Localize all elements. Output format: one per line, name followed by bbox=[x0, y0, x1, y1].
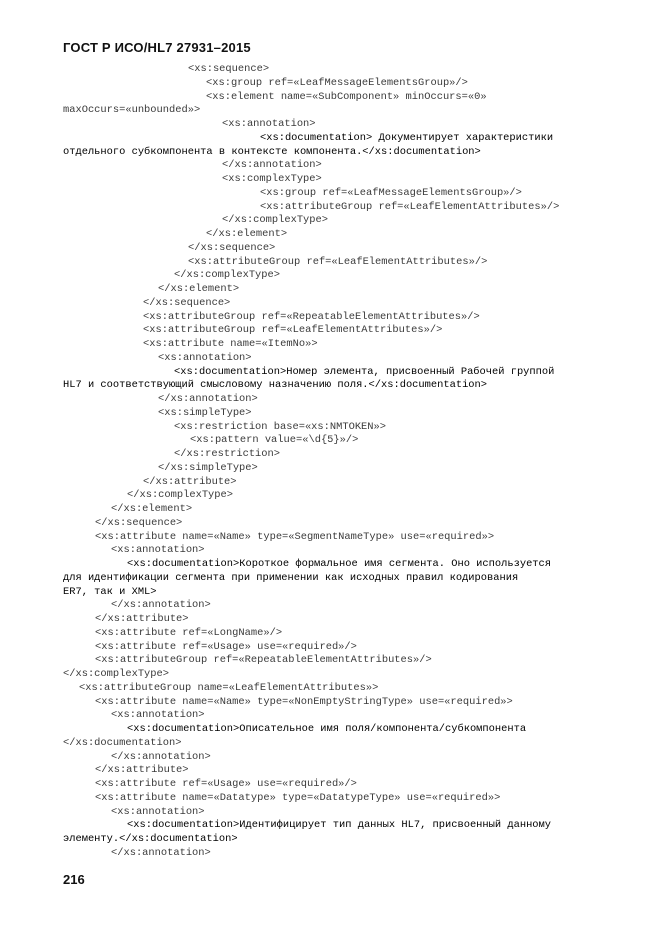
code-line bbox=[0, 366, 661, 380]
code-line bbox=[0, 599, 661, 613]
code-line-text: </xs:sequence> bbox=[95, 516, 183, 529]
code-line-text: <xs:attributeGroup ref=«LeafElementAttributes»/> bbox=[143, 324, 443, 337]
code-line-text: <xs:attributeGroup ref=«RepeatableElementAttributes»/> bbox=[95, 654, 432, 667]
code-line bbox=[0, 104, 661, 118]
code-line-text: <xs:attribute name=«Datatype» type=«DatatypeType» use=«required»> bbox=[95, 791, 501, 804]
code-line bbox=[0, 572, 661, 586]
code-line-text: </xs:simpleType> bbox=[158, 461, 258, 474]
code-line-text: HL7 и соответствующий смысловому назначению поля.</xs:documentation> bbox=[63, 379, 488, 392]
code-line-text: <xs:element name=«SubComponent» minOccurs=«0» bbox=[206, 90, 487, 103]
code-line bbox=[0, 214, 661, 228]
code-line bbox=[0, 489, 661, 503]
code-line bbox=[0, 764, 661, 778]
code-line bbox=[0, 159, 661, 173]
code-line bbox=[0, 517, 661, 531]
code-line-text: </xs:restriction> bbox=[174, 448, 281, 460]
code-line-text: <xs:annotation> bbox=[222, 118, 316, 130]
code-line bbox=[0, 242, 661, 256]
code-line-text: </xs:attribute> bbox=[143, 475, 237, 488]
code-line-text: <xs:documentation>Короткое формальное имя сегмента. Оно используется bbox=[127, 558, 552, 570]
code-line bbox=[0, 311, 661, 325]
code-line-text: </xs:complexType> bbox=[174, 269, 281, 282]
code-line-text: элементу.</xs:documentation> bbox=[63, 833, 238, 845]
code-line-text: <xs:annotation> bbox=[111, 709, 205, 722]
code-line bbox=[0, 751, 661, 765]
code-line-text: <xs:annotation> bbox=[158, 351, 252, 364]
code-line-text: <xs:attributeGroup ref=«LeafElementAttributes»/> bbox=[260, 200, 560, 213]
code-line bbox=[0, 393, 661, 407]
code-line bbox=[0, 256, 661, 270]
code-line-text: </xs:complexType> bbox=[63, 668, 170, 680]
code-line bbox=[0, 723, 661, 737]
code-line bbox=[0, 833, 661, 847]
code-line-text: <xs:documentation> Документирует характеристики bbox=[260, 131, 554, 144]
page-header: ГОСТ Р ИСО/HL7 27931–2015 bbox=[63, 40, 251, 55]
code-line bbox=[0, 586, 661, 600]
code-line-text: </xs:sequence> bbox=[143, 296, 231, 309]
code-line bbox=[0, 421, 661, 435]
code-line bbox=[0, 297, 661, 311]
code-line-text: <xs:attribute name=«Name» type=«SegmentNameType» use=«required»> bbox=[95, 530, 495, 543]
code-line-text: <xs:annotation> bbox=[111, 805, 205, 818]
code-line bbox=[0, 448, 661, 462]
code-line-text: </xs:attribute> bbox=[95, 613, 189, 625]
code-line bbox=[0, 434, 661, 448]
code-line-text: <xs:attributeGroup name=«LeafElementAttributes»> bbox=[79, 681, 379, 694]
code-line bbox=[0, 558, 661, 572]
code-line-text: </xs:element> bbox=[158, 283, 240, 295]
page-number: 216 bbox=[63, 872, 85, 887]
code-line bbox=[0, 63, 661, 77]
code-line bbox=[0, 228, 661, 242]
code-line-text: <xs:documentation>Описательное имя поля/компонента/субкомпонента bbox=[127, 723, 527, 735]
code-line-text: <xs:documentation>Номер элемента, присвоенный Рабочей группой bbox=[174, 365, 555, 378]
code-line-text: </xs:annotation> bbox=[222, 159, 322, 172]
code-line bbox=[0, 407, 661, 421]
code-line bbox=[0, 352, 661, 366]
code-line bbox=[0, 77, 661, 91]
code-line-text: <xs:simpleType> bbox=[158, 406, 252, 419]
code-line-text: <xs:attribute ref=«Usage» use=«required»/> bbox=[95, 778, 357, 790]
code-line-text: </xs:element> bbox=[111, 503, 193, 515]
code-line bbox=[0, 792, 661, 806]
code-line bbox=[0, 531, 661, 545]
code-line-text: maxOccurs=«unbounded»> bbox=[63, 104, 201, 117]
code-line-text: </xs:documentation> bbox=[63, 736, 182, 749]
code-line bbox=[0, 737, 661, 751]
code-line bbox=[0, 654, 661, 668]
code-line bbox=[0, 847, 661, 861]
code-line-text: <xs:group ref=«LeafMessageElementsGroup»/> bbox=[260, 186, 522, 199]
code-line bbox=[0, 709, 661, 723]
code-line-text: <xs:attribute ref=«LongName»/> bbox=[95, 626, 283, 639]
code-line-text: <xs:complexType> bbox=[222, 173, 322, 185]
code-line bbox=[0, 806, 661, 820]
code-line bbox=[0, 627, 661, 641]
code-line-text: </xs:annotation> bbox=[111, 750, 211, 763]
code-line bbox=[0, 668, 661, 682]
code-line-text: <xs:attribute name=«ItemNo»> bbox=[143, 338, 318, 350]
code-line-text: </xs:complexType> bbox=[222, 214, 329, 227]
code-line bbox=[0, 379, 661, 393]
code-line bbox=[0, 476, 661, 490]
code-line-text: ER7, так и XML> bbox=[63, 585, 157, 598]
code-line-text: <xs:restriction base=«xs:NMTOKEN»> bbox=[174, 420, 387, 433]
code-line bbox=[0, 324, 661, 338]
code-line bbox=[0, 696, 661, 710]
code-line-text: <xs:annotation> bbox=[111, 544, 205, 557]
code-line-text: отдельного субкомпонента в контексте компонента.</xs:documentation> bbox=[63, 145, 481, 158]
code-line bbox=[0, 132, 661, 146]
code-line bbox=[0, 544, 661, 558]
code-line bbox=[0, 146, 661, 160]
code-line bbox=[0, 201, 661, 215]
code-line bbox=[0, 338, 661, 352]
code-line-text: для идентификации сегмента при применении как исходных правил кодирования bbox=[63, 571, 519, 584]
code-line-text: </xs:annotation> bbox=[111, 599, 211, 612]
code-line-text: </xs:element> bbox=[206, 228, 288, 240]
code-line-text: </xs:annotation> bbox=[158, 393, 258, 405]
code-line bbox=[0, 641, 661, 655]
code-line bbox=[0, 91, 661, 105]
code-line-text: <xs:attribute name=«Name» type=«NonEmptyStringType» use=«required»> bbox=[95, 695, 513, 708]
code-line bbox=[0, 269, 661, 283]
code-listing bbox=[0, 63, 661, 861]
code-line-text: </xs:complexType> bbox=[127, 489, 234, 502]
code-line-text: <xs:pattern value=«\d{5}»/> bbox=[190, 434, 359, 447]
code-line-text: <xs:attributeGroup ref=«RepeatableElementAttributes»/> bbox=[143, 310, 480, 323]
code-line-text: <xs:attributeGroup ref=«LeafElementAttributes»/> bbox=[188, 255, 488, 268]
code-line-text: <xs:group ref=«LeafMessageElementsGroup»/> bbox=[206, 76, 468, 89]
code-line bbox=[0, 503, 661, 517]
code-line-text: </xs:sequence> bbox=[188, 241, 276, 254]
code-line-text: <xs:documentation>Идентифицирует тип данных HL7, присвоенный данному bbox=[127, 819, 552, 832]
code-line-text: </xs:attribute> bbox=[95, 764, 189, 777]
code-line-text: </xs:annotation> bbox=[111, 846, 211, 859]
code-line bbox=[0, 283, 661, 297]
code-line bbox=[0, 613, 661, 627]
code-line bbox=[0, 118, 661, 132]
code-line-text: <xs:attribute ref=«Usage» use=«required»/> bbox=[95, 640, 357, 653]
code-line bbox=[0, 173, 661, 187]
code-line-text: <xs:sequence> bbox=[188, 63, 270, 75]
code-line bbox=[0, 682, 661, 696]
code-line bbox=[0, 462, 661, 476]
code-line bbox=[0, 819, 661, 833]
code-line bbox=[0, 778, 661, 792]
code-line bbox=[0, 187, 661, 201]
